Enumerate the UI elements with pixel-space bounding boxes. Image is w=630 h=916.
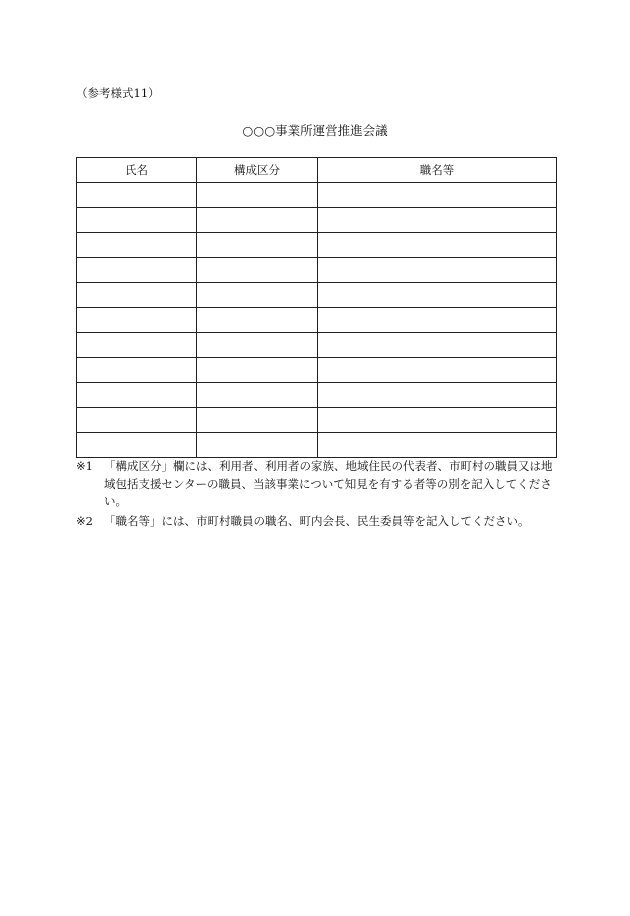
cell-position[interactable] bbox=[318, 383, 557, 408]
cell-name[interactable] bbox=[77, 183, 197, 208]
table-row bbox=[77, 233, 557, 258]
note-2 bbox=[76, 513, 560, 531]
table-row bbox=[77, 383, 557, 408]
cell-category[interactable] bbox=[197, 208, 318, 233]
table-header-row bbox=[77, 158, 557, 183]
header-position: 職名等 bbox=[318, 158, 557, 183]
cell-name[interactable] bbox=[77, 383, 197, 408]
table-row bbox=[77, 408, 557, 433]
cell-name[interactable] bbox=[77, 283, 197, 308]
table-row bbox=[77, 333, 557, 358]
cell-category[interactable] bbox=[197, 233, 318, 258]
note-text: 「職名等」には、市町村職員の職名、町内会長、民生委員等を記入してください。 bbox=[104, 513, 530, 528]
cell-position[interactable] bbox=[318, 208, 557, 233]
cell-name[interactable] bbox=[77, 258, 197, 283]
cell-name[interactable] bbox=[77, 333, 197, 358]
cell-category[interactable] bbox=[197, 283, 318, 308]
cell-name[interactable] bbox=[77, 408, 197, 433]
table-row bbox=[77, 283, 557, 308]
document-title: ○○○事業所運営推進会議 bbox=[242, 123, 388, 138]
note-1 bbox=[76, 458, 560, 511]
table-row bbox=[77, 308, 557, 333]
cell-name[interactable] bbox=[77, 233, 197, 258]
cell-category[interactable] bbox=[197, 408, 318, 433]
form-label: （参考様式11） bbox=[76, 86, 160, 100]
cell-position[interactable] bbox=[318, 308, 557, 333]
cell-name[interactable] bbox=[77, 308, 197, 333]
cell-category[interactable] bbox=[197, 383, 318, 408]
table-row bbox=[77, 183, 557, 208]
table-row bbox=[77, 358, 557, 383]
cell-position[interactable] bbox=[318, 433, 557, 458]
cell-position[interactable] bbox=[318, 333, 557, 358]
cell-name[interactable] bbox=[77, 358, 197, 383]
cell-position[interactable] bbox=[318, 258, 557, 283]
cell-category[interactable] bbox=[197, 183, 318, 208]
note-text: 「構成区分」欄には、利用者、利用者の家族、地域住民の代表者、市町村の職員又は地域包括支援センターの職員、当該事業について知見を有する者等の別を記入してください。 bbox=[104, 459, 553, 508]
note-mark: ※2 bbox=[76, 513, 93, 528]
cell-category[interactable] bbox=[197, 433, 318, 458]
cell-category[interactable] bbox=[197, 258, 318, 283]
cell-position[interactable] bbox=[318, 183, 557, 208]
cell-name[interactable] bbox=[77, 208, 197, 233]
cell-category[interactable] bbox=[197, 308, 318, 333]
cell-position[interactable] bbox=[318, 233, 557, 258]
cell-category[interactable] bbox=[197, 333, 318, 358]
members-table bbox=[76, 157, 557, 458]
cell-position[interactable] bbox=[318, 408, 557, 433]
table-row bbox=[77, 258, 557, 283]
table-row bbox=[77, 208, 557, 233]
header-category: 構成区分 bbox=[197, 158, 318, 183]
notes-section bbox=[76, 458, 560, 532]
cell-position[interactable] bbox=[318, 283, 557, 308]
note-mark: ※1 bbox=[76, 459, 93, 473]
cell-position[interactable] bbox=[318, 358, 557, 383]
table-row bbox=[77, 433, 557, 458]
cell-name[interactable] bbox=[77, 433, 197, 458]
header-name: 氏名 bbox=[77, 158, 197, 183]
cell-category[interactable] bbox=[197, 358, 318, 383]
